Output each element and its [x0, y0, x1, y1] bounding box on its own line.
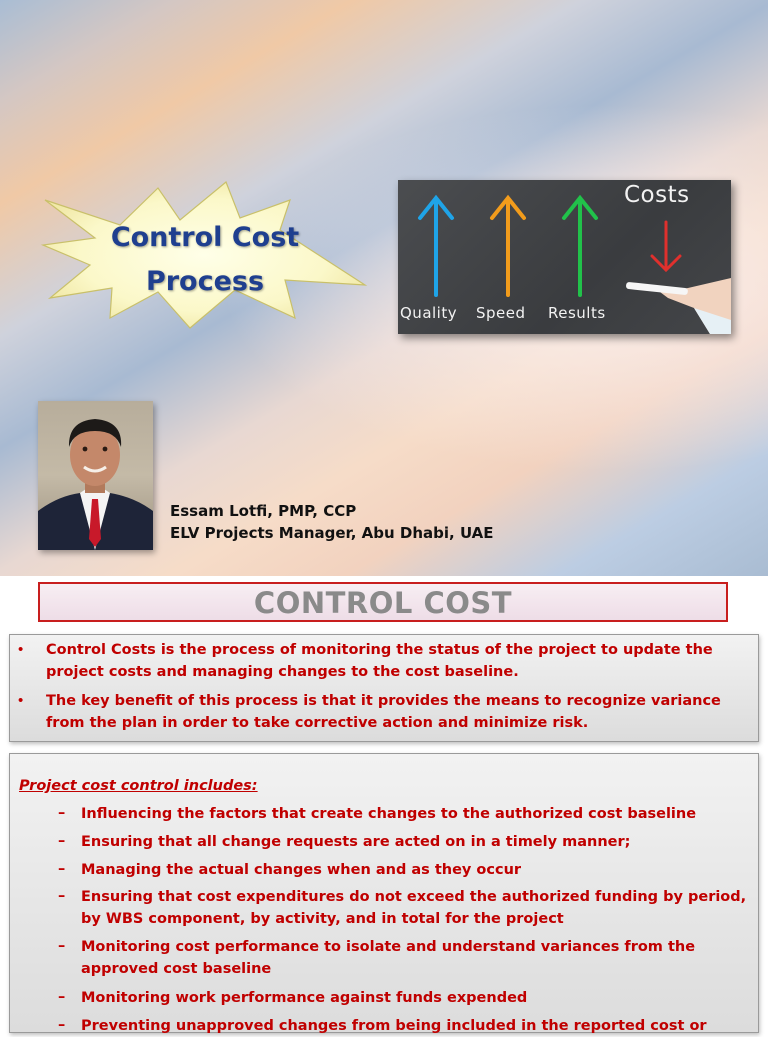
- author-photo: [38, 401, 153, 550]
- slide-title-line-2: Process: [145, 266, 265, 297]
- arrow-up-green-icon: [564, 198, 596, 295]
- slide-title-line-1: Control Cost: [110, 222, 300, 253]
- bullet-text: Control Costs is the process of monitoring the status of the project to update the project costs and managing changes to the cost baseline.: [46, 642, 713, 680]
- list-item: Ensuring that all change requests are acted on in a timely manner;: [81, 834, 631, 850]
- list-item: Preventing unapproved changes from being included in the reported cost or: [81, 1018, 707, 1034]
- results-label: Results: [548, 304, 606, 322]
- list-item: Managing the actual changes when and as they occur: [81, 862, 522, 878]
- dash-icon: –: [58, 833, 66, 849]
- quality-label: Quality: [400, 304, 458, 322]
- list-item: Ensuring that cost expenditures do not exceed the authorized funding by period, by WBS component, by activity, and in total for the project: [81, 889, 747, 927]
- includes-panel: [9, 753, 759, 1033]
- list-item: Influencing the factors that create changes to the authorized cost baseline: [81, 806, 697, 822]
- dash-icon: –: [58, 888, 66, 904]
- bullet-text: The key benefit of this process is that it provides the means to recognize variance from the plan in order to take corrective action and minimize risk.: [46, 693, 721, 731]
- arrow-up-blue-icon: [420, 198, 452, 295]
- dash-icon: –: [58, 938, 66, 954]
- author-role: ELV Projects Manager, Abu Dhabi, UAE: [170, 524, 494, 542]
- slide-title: [60, 216, 350, 304]
- bullet-icon: •: [18, 641, 24, 658]
- dash-icon: –: [58, 989, 66, 1005]
- speed-label: Speed: [476, 304, 526, 322]
- list-item: Monitoring work performance against funds expended: [81, 990, 528, 1006]
- slide-heading-box: [38, 582, 728, 622]
- bullet-icon: •: [18, 692, 24, 709]
- dash-icon: –: [58, 805, 66, 821]
- arrow-down-red-icon: [652, 222, 680, 270]
- list-item: Monitoring cost performance to isolate and understand variances from the approved cost baseline: [81, 939, 696, 977]
- hand-with-chalk-icon: [626, 278, 731, 334]
- content-slide: [0, 576, 768, 1034]
- slide-heading: CONTROL COST: [253, 586, 513, 620]
- dash-icon: –: [58, 861, 66, 877]
- definition-panel: [9, 634, 759, 742]
- author-name: Essam Lotfi, PMP, CCP: [170, 502, 357, 520]
- chalkboard-image: [398, 180, 731, 334]
- arrow-up-orange-icon: [492, 198, 524, 295]
- dash-icon: –: [58, 1017, 66, 1033]
- includes-heading: Project cost control includes:: [19, 778, 258, 794]
- costs-label: Costs: [624, 182, 690, 208]
- author-info: [170, 500, 494, 544]
